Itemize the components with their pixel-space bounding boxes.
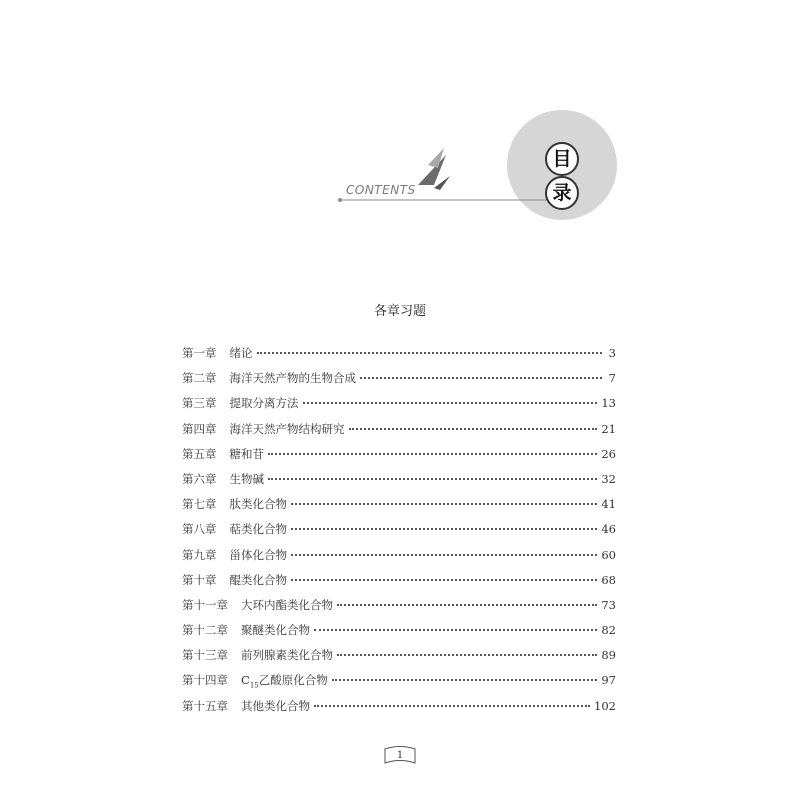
page-number: 1 (396, 750, 404, 761)
toc-page: 32 (601, 471, 616, 486)
toc-leader (360, 377, 602, 379)
toc-chapter: 第十章 (182, 572, 217, 587)
toc-page: 89 (601, 648, 616, 663)
toc-row-5[interactable] (182, 446, 616, 471)
toc-page: 3 (608, 346, 616, 360)
toc-title: 海洋天然产物的生物合成 (229, 371, 356, 386)
toc-title-rest: 乙酸原化合物 (258, 673, 328, 688)
toc-title: 其他类化合物 (241, 698, 310, 713)
toc-page: 60 (601, 547, 616, 562)
toc-leader (268, 478, 597, 480)
toc-page: 41 (601, 497, 616, 512)
toc-title: 萜类化合物 (229, 522, 287, 537)
section-title: 各章习题 (373, 304, 426, 319)
toc-page: 21 (601, 421, 616, 436)
toc-title: 海洋天然产物结构研究 (229, 421, 345, 436)
toc-chapter: 第十四章 (182, 673, 228, 688)
toc-leader (337, 654, 597, 656)
contents-label: CONTENTS (346, 183, 416, 197)
toc-row-7[interactable] (182, 496, 616, 521)
toc-title-char-2: 录 (545, 176, 579, 210)
toc-leader (337, 604, 597, 606)
toc-row-9[interactable] (182, 547, 616, 572)
toc-title-prefix: C (241, 673, 250, 688)
toc-chapter: 第十二章 (182, 623, 228, 638)
toc-leader (314, 629, 597, 631)
toc-row-13[interactable] (182, 647, 616, 672)
toc-chapter: 第九章 (182, 547, 217, 562)
toc-row-4[interactable] (182, 421, 616, 446)
toc-leader (332, 679, 598, 681)
toc-chapter: 第一章 (182, 346, 217, 360)
toc-leader (303, 402, 598, 404)
toc-page: 26 (601, 446, 616, 461)
toc-title: 前列腺素类化合物 (241, 648, 333, 663)
toc-title: 肽类化合物 (229, 497, 287, 512)
toc-chapter: 第六章 (182, 471, 217, 486)
decor-triangle-dark (418, 155, 446, 185)
toc-row-10[interactable] (182, 572, 616, 597)
toc-page: 73 (601, 597, 616, 612)
toc-chapter: 第十一章 (182, 597, 228, 612)
toc-row-6[interactable] (182, 471, 616, 496)
table-of-contents (182, 345, 616, 723)
toc-row-3[interactable] (182, 395, 616, 420)
toc-row-14[interactable] (182, 672, 616, 697)
toc-leader (257, 352, 603, 354)
toc-chapter: 第二章 (182, 371, 217, 386)
toc-page: 82 (601, 623, 616, 638)
toc-row-15[interactable] (182, 698, 616, 723)
toc-row-12[interactable] (182, 622, 616, 647)
toc-page: 46 (601, 522, 616, 537)
toc-page: 7 (608, 371, 616, 386)
toc-title (241, 672, 328, 689)
toc-title-subscript: 15 (249, 681, 259, 690)
toc-chapter: 第五章 (182, 446, 217, 461)
toc-leader (349, 428, 598, 430)
toc-leader (291, 503, 597, 505)
toc-leader (291, 528, 597, 530)
toc-chapter: 第三章 (182, 396, 217, 411)
toc-row-1[interactable] (182, 345, 616, 370)
toc-page: 97 (601, 673, 616, 688)
toc-page: 68 (601, 572, 616, 587)
toc-row-11[interactable] (182, 597, 616, 622)
contents-header-graphic (330, 110, 630, 220)
toc-chapter: 第八章 (182, 522, 217, 537)
toc-title: 聚醚类化合物 (241, 623, 310, 638)
toc-leader (268, 453, 597, 455)
toc-leader (291, 579, 597, 581)
toc-leader (291, 554, 597, 556)
toc-row-8[interactable] (182, 521, 616, 546)
toc-row-2[interactable] (182, 370, 616, 395)
toc-chapter: 第十三章 (182, 648, 228, 663)
toc-chapter: 第十五章 (182, 698, 228, 713)
decor-rule-dot (338, 198, 342, 202)
toc-title: 醌类化合物 (229, 572, 287, 587)
toc-title: 生物碱 (229, 471, 264, 486)
toc-page: 13 (601, 396, 616, 411)
toc-title: 糖和苷 (229, 446, 264, 461)
toc-chapter: 第四章 (182, 421, 217, 436)
toc-title-char-1: 目 (545, 142, 579, 176)
toc-chapter: 第七章 (182, 497, 217, 512)
toc-title: 绪论 (229, 346, 253, 360)
toc-leader (314, 705, 590, 707)
toc-page: 102 (594, 698, 616, 713)
toc-title: 大环内酯类化合物 (241, 597, 333, 612)
toc-title: 甾体化合物 (229, 547, 287, 562)
toc-title: 提取分离方法 (229, 396, 299, 411)
